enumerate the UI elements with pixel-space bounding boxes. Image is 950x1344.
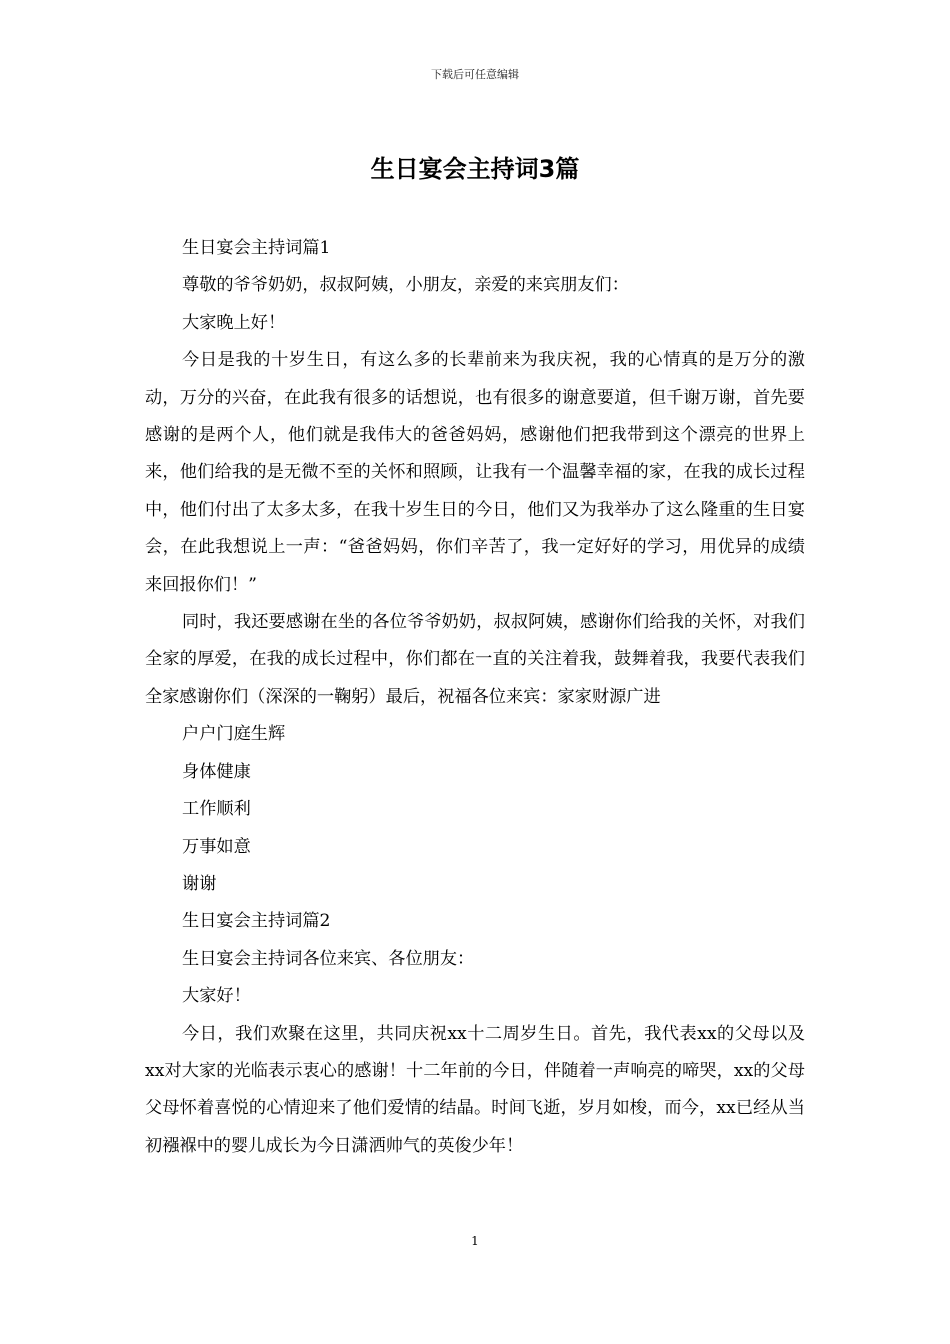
greeting: 大家好！	[182, 986, 251, 1007]
salutation: 生日宴会主持词各位来宾、各位朋友：	[182, 948, 475, 969]
wish-line: 万事如意	[182, 836, 251, 857]
section-heading: 生日宴会主持词篇2	[182, 911, 331, 932]
body-paragraph: 同时，我还要感谢在坐的各位爷爷奶奶，叔叔阿姨，感谢你们给我的关怀，对我们全家的厚爱，在我的成长过程中，你们都在一直的关注着我，鼓舞着我，我要代表我们全家感谢你们（深深的一鞠躬）最后，祝福各位来宾：家家财源广进	[145, 612, 805, 707]
wish-line: 户户门庭生辉	[182, 724, 286, 745]
wish-line: 身体健康	[182, 761, 251, 782]
page-number: 1	[471, 1234, 479, 1248]
body-paragraph: 今日是我的十岁生日，有这么多的长辈前来为我庆祝，我的心情真的是万分的激动，万分的兴奋，在此我有很多的话想说，也有很多的谢意要道，但千谢万谢，首先要感谢的是两个人，他们就是我伟大的爸爸妈妈，感谢他们把我带到这个漂亮的世界上来，他们给我的是无微不至的关怀和照顾，让我有一个温馨幸福的家，在我的成长过程中，他们付出了太多太多，在我十岁生日的今日，他们又为我举办了这么隆重的生日宴会，在此我想说上一声：“爸爸妈妈，你们辛苦了，我一定好好的学习，用优异的成绩来回报你们！”	[145, 350, 805, 595]
closing-line: 谢谢	[182, 873, 217, 894]
wish-line: 工作顺利	[182, 799, 251, 820]
body-paragraph: 今日，我们欢聚在这里，共同庆祝xx十二周岁生日。首先，我代表xx的父母以及xx对大家的光临表示衷心的感谢！十二年前的今日，伴随着一声响亮的啼哭，xx的父母父母怀着喜悦的心情迎来了他们爱情的结晶。时间飞逝，岁月如梭，而今，xx已经从当初襁褓中的婴儿成长为今日潇洒帅气的英俊少年！	[145, 1023, 805, 1156]
header-note: 下载后可任意编辑	[431, 68, 519, 81]
document-title: 生日宴会主持词3篇	[370, 155, 580, 183]
section-heading: 生日宴会主持词篇1	[182, 238, 331, 258]
salutation: 尊敬的爷爷奶奶，叔叔阿姨，小朋友，亲爱的来宾朋友们：	[182, 275, 629, 296]
document-body	[145, 230, 805, 1165]
greeting: 大家晚上好！	[182, 312, 286, 333]
